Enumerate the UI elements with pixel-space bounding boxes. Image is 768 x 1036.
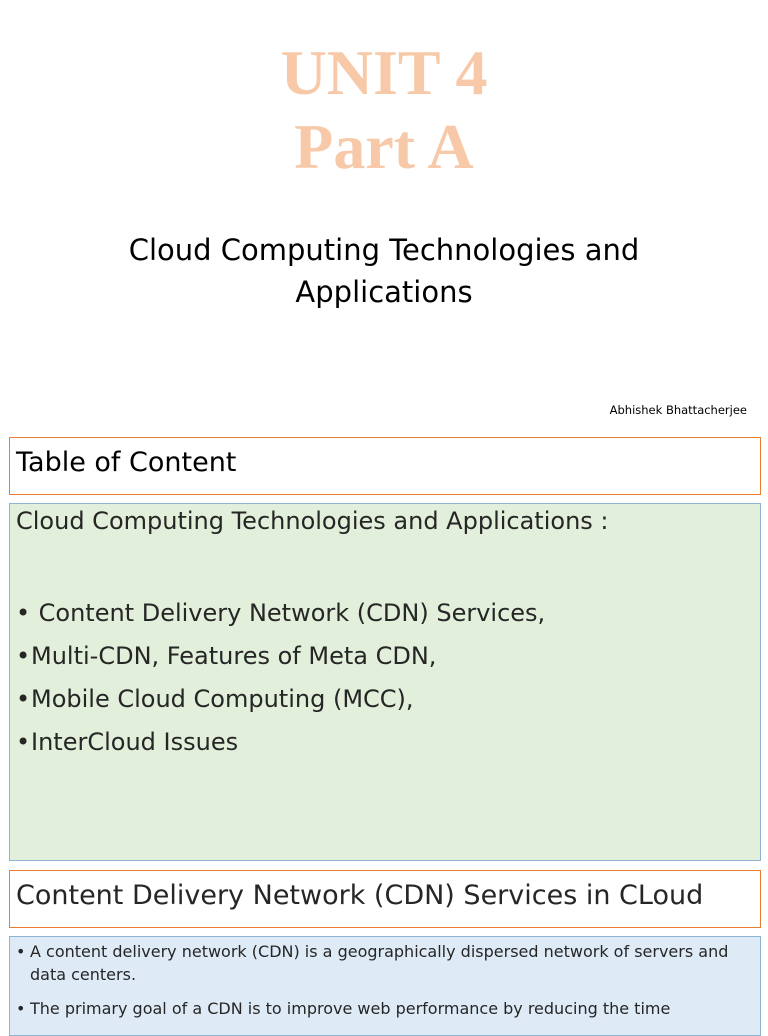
toc-item-text: Content Delivery Network (CDN) Services, [31,599,546,627]
toc-heading: Table of Content [16,447,237,478]
toc-item-text: InterCloud Issues [31,728,239,756]
slide-title-line-1: UNIT 4 [280,37,488,108]
cdn-item [16,940,756,986]
bullet: • [16,599,31,627]
bullet: • [16,728,31,756]
cdn-list [16,940,756,1031]
cdn-heading-box [9,870,761,928]
toc-intro: Cloud Computing Technologies and Applications : [16,507,609,535]
cdn-item-text: The primary goal of a CDN is to improve web performance by reducing the time [30,999,671,1018]
cdn-item [16,997,756,1020]
cdn-content-box [9,936,761,1036]
author-name: Abhishek Bhattacherjee [609,403,747,417]
toc-heading-box [9,437,761,495]
toc-item-text: Multi-CDN, Features of Meta CDN, [31,642,437,670]
toc-content-box [9,503,761,861]
slide-subtitle-line-2: Applications [295,275,473,309]
toc-list [16,592,545,764]
slide-title-line-2: Part A [294,111,474,182]
toc-item [16,721,545,764]
bullet: • [16,999,26,1018]
bullet: • [16,942,26,961]
toc-item-text: Mobile Cloud Computing (MCC), [31,685,414,713]
toc-item [16,592,545,635]
slide-title [0,36,768,184]
slide-subtitle-line-1: Cloud Computing Technologies and [128,233,640,267]
toc-item [16,635,545,678]
toc-item [16,678,545,721]
bullet: • [16,685,31,713]
cdn-heading: Content Delivery Network (CDN) Services in CLoud [16,880,704,911]
bullet: • [16,642,31,670]
cdn-item-text: A content delivery network (CDN) is a geographically dispersed network of servers and data centers. [30,942,729,984]
slide-subtitle [0,229,768,313]
